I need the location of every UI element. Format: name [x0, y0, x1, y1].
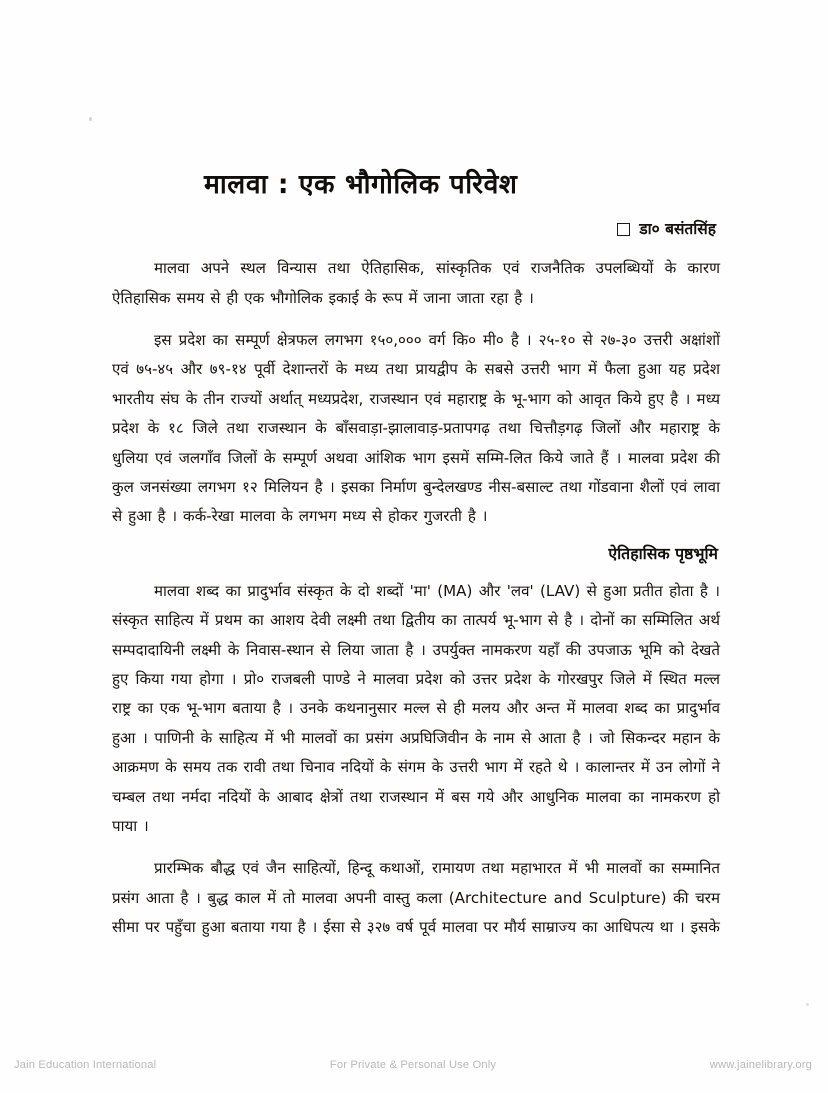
- page-title: मालवा : एक भौगोलिक परिवेश: [204, 169, 518, 200]
- paragraph: मालवा अपने स्थल विन्यास तथा ऐतिहासिक, सांस्कृतिक एवं राजनैतिक उपलब्धियों के कारण ऐतिहासिक समय से ही एक भौगोलिक इकाई के रूप में जाना जाता रहा है ।: [112, 259, 720, 307]
- section-heading: ऐतिहासिक पृष्ठभूमि: [608, 543, 718, 563]
- scan-speck: [89, 117, 92, 121]
- footer-usage-notice: For Private & Personal Use Only: [329, 1059, 497, 1071]
- author-byline: [112, 217, 720, 239]
- author-name: डा० बसंतसिंह: [639, 220, 716, 239]
- paragraph: इस प्रदेश का सम्पूर्ण क्षेत्रफल लगभग १५०,००० वर्ग कि० मी० है । २५-१० से २७-३० उत्तरी अक्षांशों एवं ७५-४५ और ७९-१४ पूर्वी देशान्तरों के मध्य तथा प्रायद्वीप के सबसे उत्तरी भाग में फैला हुआ यह प्रदेश भारतीय संघ के तीन राज्यों अर्थात् मध्यप्रदेश, राजस्थान एवं महाराष्ट्र के भू-भाग को आवृत किये हुए है । मध्य प्रदेश के १८ जिले तथा राजस्थान के बाँसवाड़ा-झालावाड़-प्रतापगढ़ तथा चित्तौड़गढ़ जिलों और महाराष्ट्र के धुलिया एवं जलगाँव जिलों के सम्पूर्ण अथवा आंशिक भाग इसमें सम्मि-लित किये जाते हैं । मालवा प्रदेश की कुल जनसंख्या लगभग १२ मिलियन है । इसका निर्माण बुन्देलखण्ड नीस-बसाल्ट तथा गोंडवाना शैलों एवं लावा से हुआ है । कर्क-रेखा मालवा के लगभग मध्य से होकर गुजरती है ।: [112, 330, 720, 526]
- square-bullet-icon: [617, 223, 630, 236]
- paragraph: मालवा शब्द का प्रादुर्भाव संस्कृत के दो शब्दों 'मा' (MA) और 'लव' (LAV) से हुआ प्रतीत होता है । संस्कृत साहित्य में प्रथम का आशय देवी लक्ष्मी तथा द्वितीय का तात्पर्य भू-भाग से है । दोनों का सम्मिलित अर्थ सम्पदादायिनी लक्ष्मी के निवास-स्थान से लिया जाता है । उपर्युक्त नामकरण यहाँ की उपजाऊ भूमि को देखते हुए किया गया होगा । प्रो० राजबली पाण्डे ने मालवा प्रदेश को उत्तर प्रदेश के गोरखपुर जिले में स्थित मल्ल राष्ट्र का एक भू-भाग बताया है । उनके कथनानुसार मल्ल से ही मलय और अन्त में मालवा शब्द का प्रादुर्भाव हुआ । पाणिनी के साहित्य में भी मालवों का प्रसंग अप्रघिजिवीन के नाम से आता है । जो सिकन्दर महान के आक्रमण के समय तक रावी तथा चिनाव नदियों के संगम के उत्तरी भाग में रहते थे । कालान्तर में उन लोगों ने चम्बल तथा नर्मदा नदियों के आबाद क्षेत्रों तथा राजस्थान में बस गये और आधुनिक मालवा का नामकरण हो पाया ।: [112, 581, 720, 836]
- page-content: [112, 0, 720, 943]
- footer-organization: Jain Education International: [14, 1059, 157, 1071]
- footer-website[interactable]: www.jainelibrary.org: [709, 1059, 813, 1071]
- scan-speck: [806, 1003, 809, 1006]
- paragraph: प्रारम्भिक बौद्ध एवं जैन साहित्यों, हिन्दू कथाओं, रामायण तथा महाभारत में भी मालवों का सम्मानित प्रसंग आता है । बुद्ध काल में तो मालवा अपनी वास्तु कला (Architecture and Sculpture) की चरम सीमा पर पहुँचा हुआ बताया गया है । ईसा से ३२७ वर्ष पूर्व मालवा पर मौर्य साम्राज्य का आधिपत्य था । इसके: [112, 859, 720, 937]
- page-footer: [0, 1059, 828, 1071]
